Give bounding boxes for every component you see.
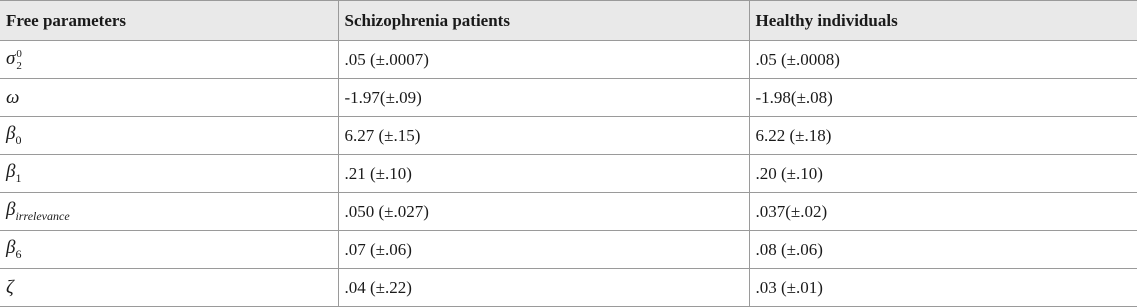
header-row [0,1,1137,41]
header-schizophrenia-patients: Schizophrenia patients [338,1,749,41]
healthy-value: .20 (±.10) [749,155,1137,193]
parameter-cell [0,41,338,79]
parameter-subscript: 6 [15,246,22,261]
patients-value: .04 (±.22) [338,269,749,307]
parameter-symbol: ζ [6,276,14,298]
parameter-symbol: ω [6,86,20,108]
parameter-superscript: 0 [16,47,22,60]
parameter-cell [0,79,338,117]
parameter-cell [0,231,338,269]
healthy-value: 6.22 (±.18) [749,117,1137,155]
patients-value: -1.97(±.09) [338,79,749,117]
patients-value: 6.27 (±.15) [338,117,749,155]
table-row [0,155,1137,193]
header-free-parameters: Free parameters [0,1,338,41]
patients-value: .07 (±.06) [338,231,749,269]
table-row [0,193,1137,231]
table-row [0,79,1137,117]
parameter-symbol: $\beta_{irrelevance}$ [6,199,70,223]
healthy-value: .08 (±.06) [749,231,1137,269]
parameter-cell [0,193,338,231]
parameter-symbol: $\beta_1$ [6,161,22,185]
healthy-value: .03 (±.01) [749,269,1137,307]
parameter-subscript: 2 [16,59,22,72]
parameter-symbol: σ [6,48,16,70]
healthy-value: .037(±.02) [749,193,1137,231]
patients-value: .050 (±.027) [338,193,749,231]
table-row [0,41,1137,79]
healthy-value: .05 (±.0008) [749,41,1137,79]
parameter-subscript: 1 [15,170,22,185]
parameter-subscript: 0 [15,132,22,147]
patients-value: .21 (±.10) [338,155,749,193]
parameter-symbol: $\beta_6$ [6,237,22,261]
parameter-symbol: $\beta_0$ [6,123,22,147]
parameter-cell [0,117,338,155]
header-healthy-individuals: Healthy individuals [749,1,1137,41]
parameter-subscript: irrelevance [15,208,70,223]
patients-value: .05 (±.0007) [338,41,749,79]
table-row [0,231,1137,269]
parameter-cell [0,155,338,193]
table-row [0,269,1137,307]
parameter-cell [0,269,338,307]
healthy-value: -1.98(±.08) [749,79,1137,117]
table-row [0,117,1137,155]
